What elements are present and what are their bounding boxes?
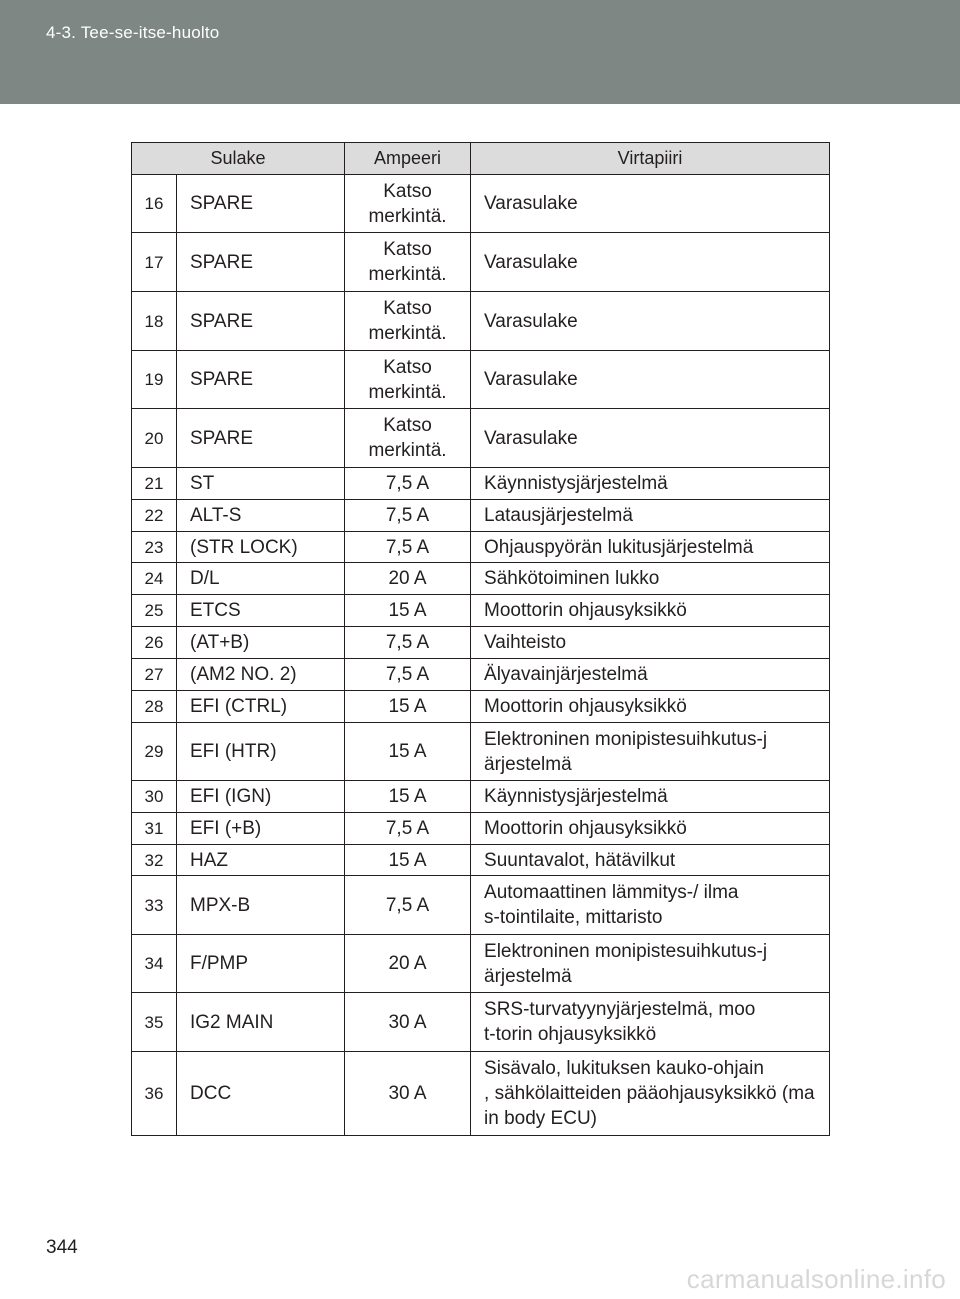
circuit-cell: Ohjauspyörän lukitusjärjestelmä xyxy=(471,532,830,563)
table-row xyxy=(132,233,830,292)
table-row xyxy=(132,876,830,935)
ampere-cell: 7,5 A xyxy=(345,876,471,935)
fuse-number-cell: 16 xyxy=(132,175,177,233)
circuit-cell: SRS-turvatyynyjärjestelmä, moo t-torin ohjausyksikkö xyxy=(471,993,830,1052)
circuit-cell: Varasulake xyxy=(471,351,830,409)
circuit-cell: Varasulake xyxy=(471,175,830,233)
ampere-cell: 30 A xyxy=(345,993,471,1052)
table-row xyxy=(132,659,830,691)
table-row xyxy=(132,691,830,723)
circuit-cell: Sähkötoiminen lukko xyxy=(471,563,830,595)
fuse-name-cell: EFI (CTRL) xyxy=(177,691,345,723)
circuit-cell: Varasulake xyxy=(471,292,830,351)
circuit-cell: Automaattinen lämmitys-/ ilma s-tointilaite, mittaristo xyxy=(471,876,830,935)
ampere-cell: 15 A xyxy=(345,845,471,876)
fuse-number-cell: 27 xyxy=(132,659,177,691)
circuit-cell: Älyavainjärjestelmä xyxy=(471,659,830,691)
column-header-circuit: Virtapiiri xyxy=(471,143,830,175)
fuse-number-cell: 36 xyxy=(132,1052,177,1136)
fuse-name-cell: SPARE xyxy=(177,409,345,468)
fuse-name-cell: D/L xyxy=(177,563,345,595)
table-row xyxy=(132,468,830,500)
circuit-cell: Käynnistysjärjestelmä xyxy=(471,468,830,500)
page-number: 344 xyxy=(46,1237,78,1258)
table-row xyxy=(132,175,830,233)
circuit-cell: Latausjärjestelmä xyxy=(471,500,830,532)
fuse-name-cell: (STR LOCK) xyxy=(177,532,345,563)
fuse-number-cell: 34 xyxy=(132,935,177,993)
table-row xyxy=(132,935,830,993)
fuse-number-cell: 28 xyxy=(132,691,177,723)
table-row xyxy=(132,532,830,563)
table-row xyxy=(132,292,830,351)
column-header-ampere: Ampeeri xyxy=(345,143,471,175)
circuit-cell: Suuntavalot, hätävilkut xyxy=(471,845,830,876)
table-row xyxy=(132,993,830,1052)
ampere-cell: 7,5 A xyxy=(345,500,471,532)
ampere-cell: Katso merkintä. xyxy=(345,351,471,409)
ampere-cell: 7,5 A xyxy=(345,532,471,563)
fuse-name-cell: EFI (IGN) xyxy=(177,781,345,813)
fuse-number-cell: 29 xyxy=(132,723,177,781)
fuse-number-cell: 23 xyxy=(132,532,177,563)
circuit-cell: Sisävalo, lukituksen kauko-ohjain , sähkölaitteiden pääohjausyksikkö (ma in body ECU) xyxy=(471,1052,830,1136)
ampere-cell: Katso merkintä. xyxy=(345,175,471,233)
fuse-name-cell: SPARE xyxy=(177,233,345,292)
fuse-number-cell: 17 xyxy=(132,233,177,292)
circuit-cell: Vaihteisto xyxy=(471,627,830,659)
fuse-number-cell: 19 xyxy=(132,351,177,409)
fuse-number-cell: 33 xyxy=(132,876,177,935)
ampere-cell: 15 A xyxy=(345,723,471,781)
ampere-cell: Katso merkintä. xyxy=(345,292,471,351)
fuse-number-cell: 31 xyxy=(132,813,177,845)
watermark: carmanualsonline.info xyxy=(686,1264,946,1294)
fuse-name-cell: DCC xyxy=(177,1052,345,1136)
fuse-name-cell: ST xyxy=(177,468,345,500)
fuse-name-cell: (AT+B) xyxy=(177,627,345,659)
fuse-number-cell: 35 xyxy=(132,993,177,1052)
table-header-row xyxy=(132,143,830,175)
fuse-name-cell: ETCS xyxy=(177,595,345,627)
fuse-name-cell: EFI (HTR) xyxy=(177,723,345,781)
ampere-cell: Katso merkintä. xyxy=(345,233,471,292)
fuse-name-cell: SPARE xyxy=(177,292,345,351)
column-header-fuse: Sulake xyxy=(132,143,345,175)
table-row xyxy=(132,595,830,627)
fuse-number-cell: 30 xyxy=(132,781,177,813)
table-row xyxy=(132,845,830,876)
fuse-name-cell: F/PMP xyxy=(177,935,345,993)
fuse-number-cell: 26 xyxy=(132,627,177,659)
fuse-number-cell: 32 xyxy=(132,845,177,876)
ampere-cell: 15 A xyxy=(345,595,471,627)
fuse-number-cell: 18 xyxy=(132,292,177,351)
fuse-name-cell: MPX-B xyxy=(177,876,345,935)
table-row xyxy=(132,813,830,845)
table-row xyxy=(132,627,830,659)
ampere-cell: 20 A xyxy=(345,563,471,595)
page-header-bar xyxy=(0,0,960,104)
ampere-cell: 7,5 A xyxy=(345,627,471,659)
table-row xyxy=(132,563,830,595)
fuse-table xyxy=(131,142,830,1136)
fuse-name-cell: (AM2 NO. 2) xyxy=(177,659,345,691)
fuse-number-cell: 22 xyxy=(132,500,177,532)
table-row xyxy=(132,500,830,532)
ampere-cell: 15 A xyxy=(345,691,471,723)
ampere-cell: 30 A xyxy=(345,1052,471,1136)
ampere-cell: 15 A xyxy=(345,781,471,813)
table-row xyxy=(132,723,830,781)
fuse-number-cell: 24 xyxy=(132,563,177,595)
ampere-cell: 7,5 A xyxy=(345,813,471,845)
fuse-name-cell: SPARE xyxy=(177,175,345,233)
section-title: 4-3. Tee-se-itse-huolto xyxy=(46,23,220,42)
table-row xyxy=(132,1052,830,1136)
ampere-cell: Katso merkintä. xyxy=(345,409,471,468)
ampere-cell: 7,5 A xyxy=(345,659,471,691)
circuit-cell: Varasulake xyxy=(471,233,830,292)
ampere-cell: 20 A xyxy=(345,935,471,993)
circuit-cell: Moottorin ohjausyksikkö xyxy=(471,691,830,723)
table-row xyxy=(132,409,830,468)
circuit-cell: Elektroninen monipistesuihkutus-j ärjestelmä xyxy=(471,723,830,781)
circuit-cell: Elektroninen monipistesuihkutus-j ärjestelmä xyxy=(471,935,830,993)
circuit-cell: Käynnistysjärjestelmä xyxy=(471,781,830,813)
ampere-cell: 7,5 A xyxy=(345,468,471,500)
fuse-name-cell: EFI (+B) xyxy=(177,813,345,845)
table-row xyxy=(132,351,830,409)
circuit-cell: Moottorin ohjausyksikkö xyxy=(471,813,830,845)
circuit-cell: Moottorin ohjausyksikkö xyxy=(471,595,830,627)
fuse-table-body xyxy=(132,175,830,1136)
fuse-number-cell: 21 xyxy=(132,468,177,500)
fuse-name-cell: ALT-S xyxy=(177,500,345,532)
fuse-number-cell: 25 xyxy=(132,595,177,627)
fuse-name-cell: IG2 MAIN xyxy=(177,993,345,1052)
fuse-name-cell: HAZ xyxy=(177,845,345,876)
circuit-cell: Varasulake xyxy=(471,409,830,468)
table-row xyxy=(132,781,830,813)
fuse-number-cell: 20 xyxy=(132,409,177,468)
fuse-name-cell: SPARE xyxy=(177,351,345,409)
